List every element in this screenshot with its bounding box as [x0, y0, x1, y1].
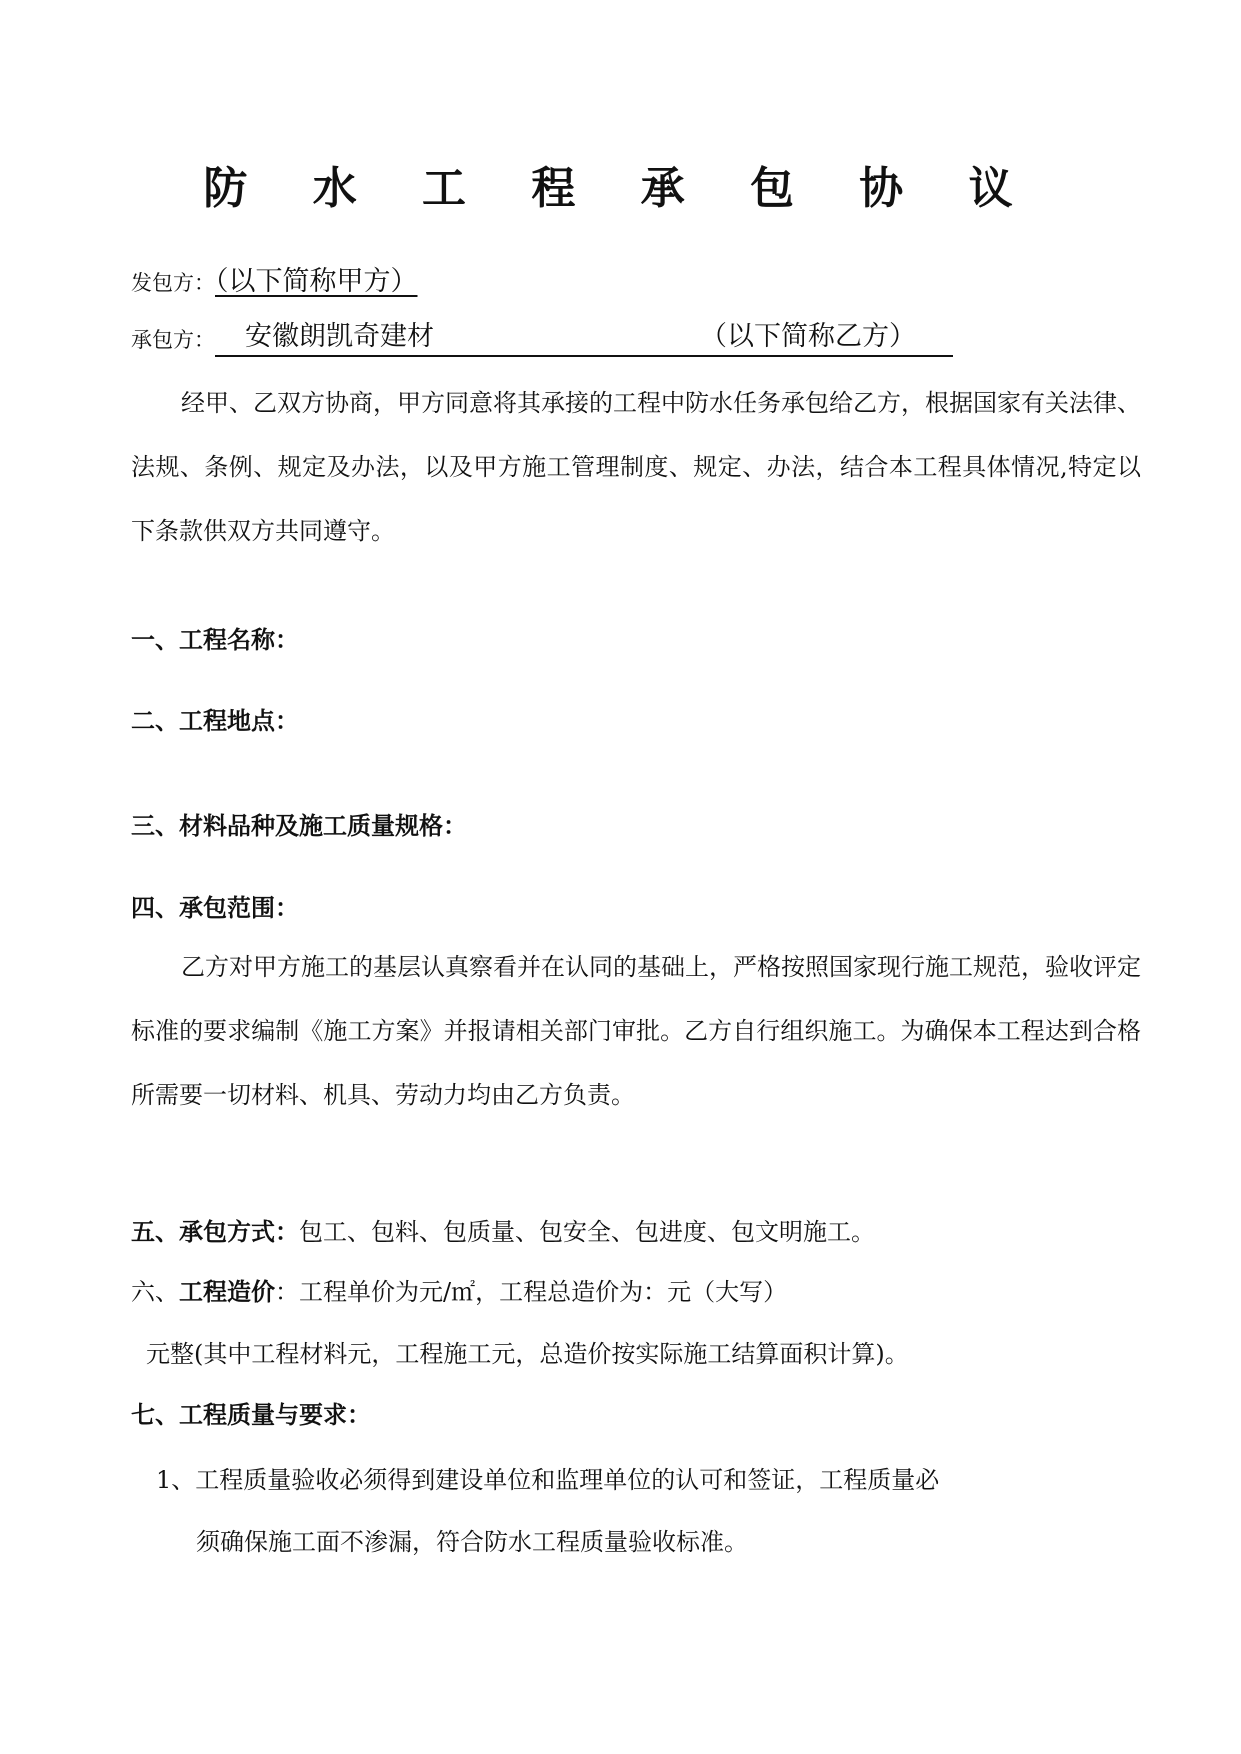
quality-item-1-line-2: 须确保施工面不渗漏，符合防水工程质量验收标准。	[196, 1528, 748, 1556]
party-b-line	[131, 323, 953, 357]
quality-item-1	[156, 1460, 939, 1495]
project-cost-continuation: 元整(其中工程材料元，工程施工元，总造价按实际施工结算面积计算)。	[146, 1340, 909, 1368]
party-b-field	[215, 323, 953, 357]
section-project-cost-text: ：工程单价为元/㎡，工程总造价为：元（大写）	[275, 1278, 788, 1306]
section-contract-method-text: 包工、包料、包质量、包安全、包进度、包文明施工。	[299, 1218, 875, 1246]
section-contract-scope: 四、承包范围：	[131, 894, 299, 922]
section-project-location: 二、工程地点：	[131, 707, 299, 735]
party-a-note: （以下简称甲方）	[215, 266, 418, 297]
section-materials-quality: 三、材料品种及施工质量规格：	[131, 812, 467, 840]
section-contract-method	[131, 1212, 875, 1247]
section-quality-requirements: 七、工程质量与要求：	[131, 1401, 371, 1429]
section-project-name: 一、工程名称：	[131, 626, 299, 654]
section-project-cost-number: 六、	[131, 1278, 179, 1306]
section-contract-method-label: 五、承包方式：	[131, 1218, 299, 1246]
party-b-note: （以下简称乙方）	[700, 321, 916, 352]
document-title: 防 水 工 程 承 包 协 议	[203, 163, 1038, 214]
party-a-line	[131, 266, 418, 299]
party-a-label: 发包方：	[131, 271, 215, 295]
party-b-label: 承包方：	[131, 328, 215, 352]
scope-paragraph: 乙方对甲方施工的基层认真察看并在认同的基础上，严格按照国家现行施工规范，验收评定标准的要求编制《施工方案》并报请相关部门审批。乙方自行组织施工。为确保本工程达到合格所需要一切材料、机具、劳动力均由乙方负责。	[131, 953, 1141, 1109]
section-project-cost	[131, 1272, 787, 1307]
intro-paragraph: 经甲、乙双方协商，甲方同意将其承接的工程中防水任务承包给乙方，根据国家有关法律、法规、条例、规定及办法，以及甲方施工管理制度、规定、办法，结合本工程具体情况,特定以下条款供双方共同遵守。	[131, 389, 1141, 545]
section-project-cost-label: 工程造价	[179, 1278, 275, 1306]
party-b-name: 安徽朗凯奇建材	[245, 321, 434, 352]
quality-item-1-line-1: 工程质量验收必须得到建设单位和监理单位的认可和签证，工程质量必	[195, 1466, 940, 1494]
quality-item-1-number: 1、	[156, 1466, 196, 1494]
